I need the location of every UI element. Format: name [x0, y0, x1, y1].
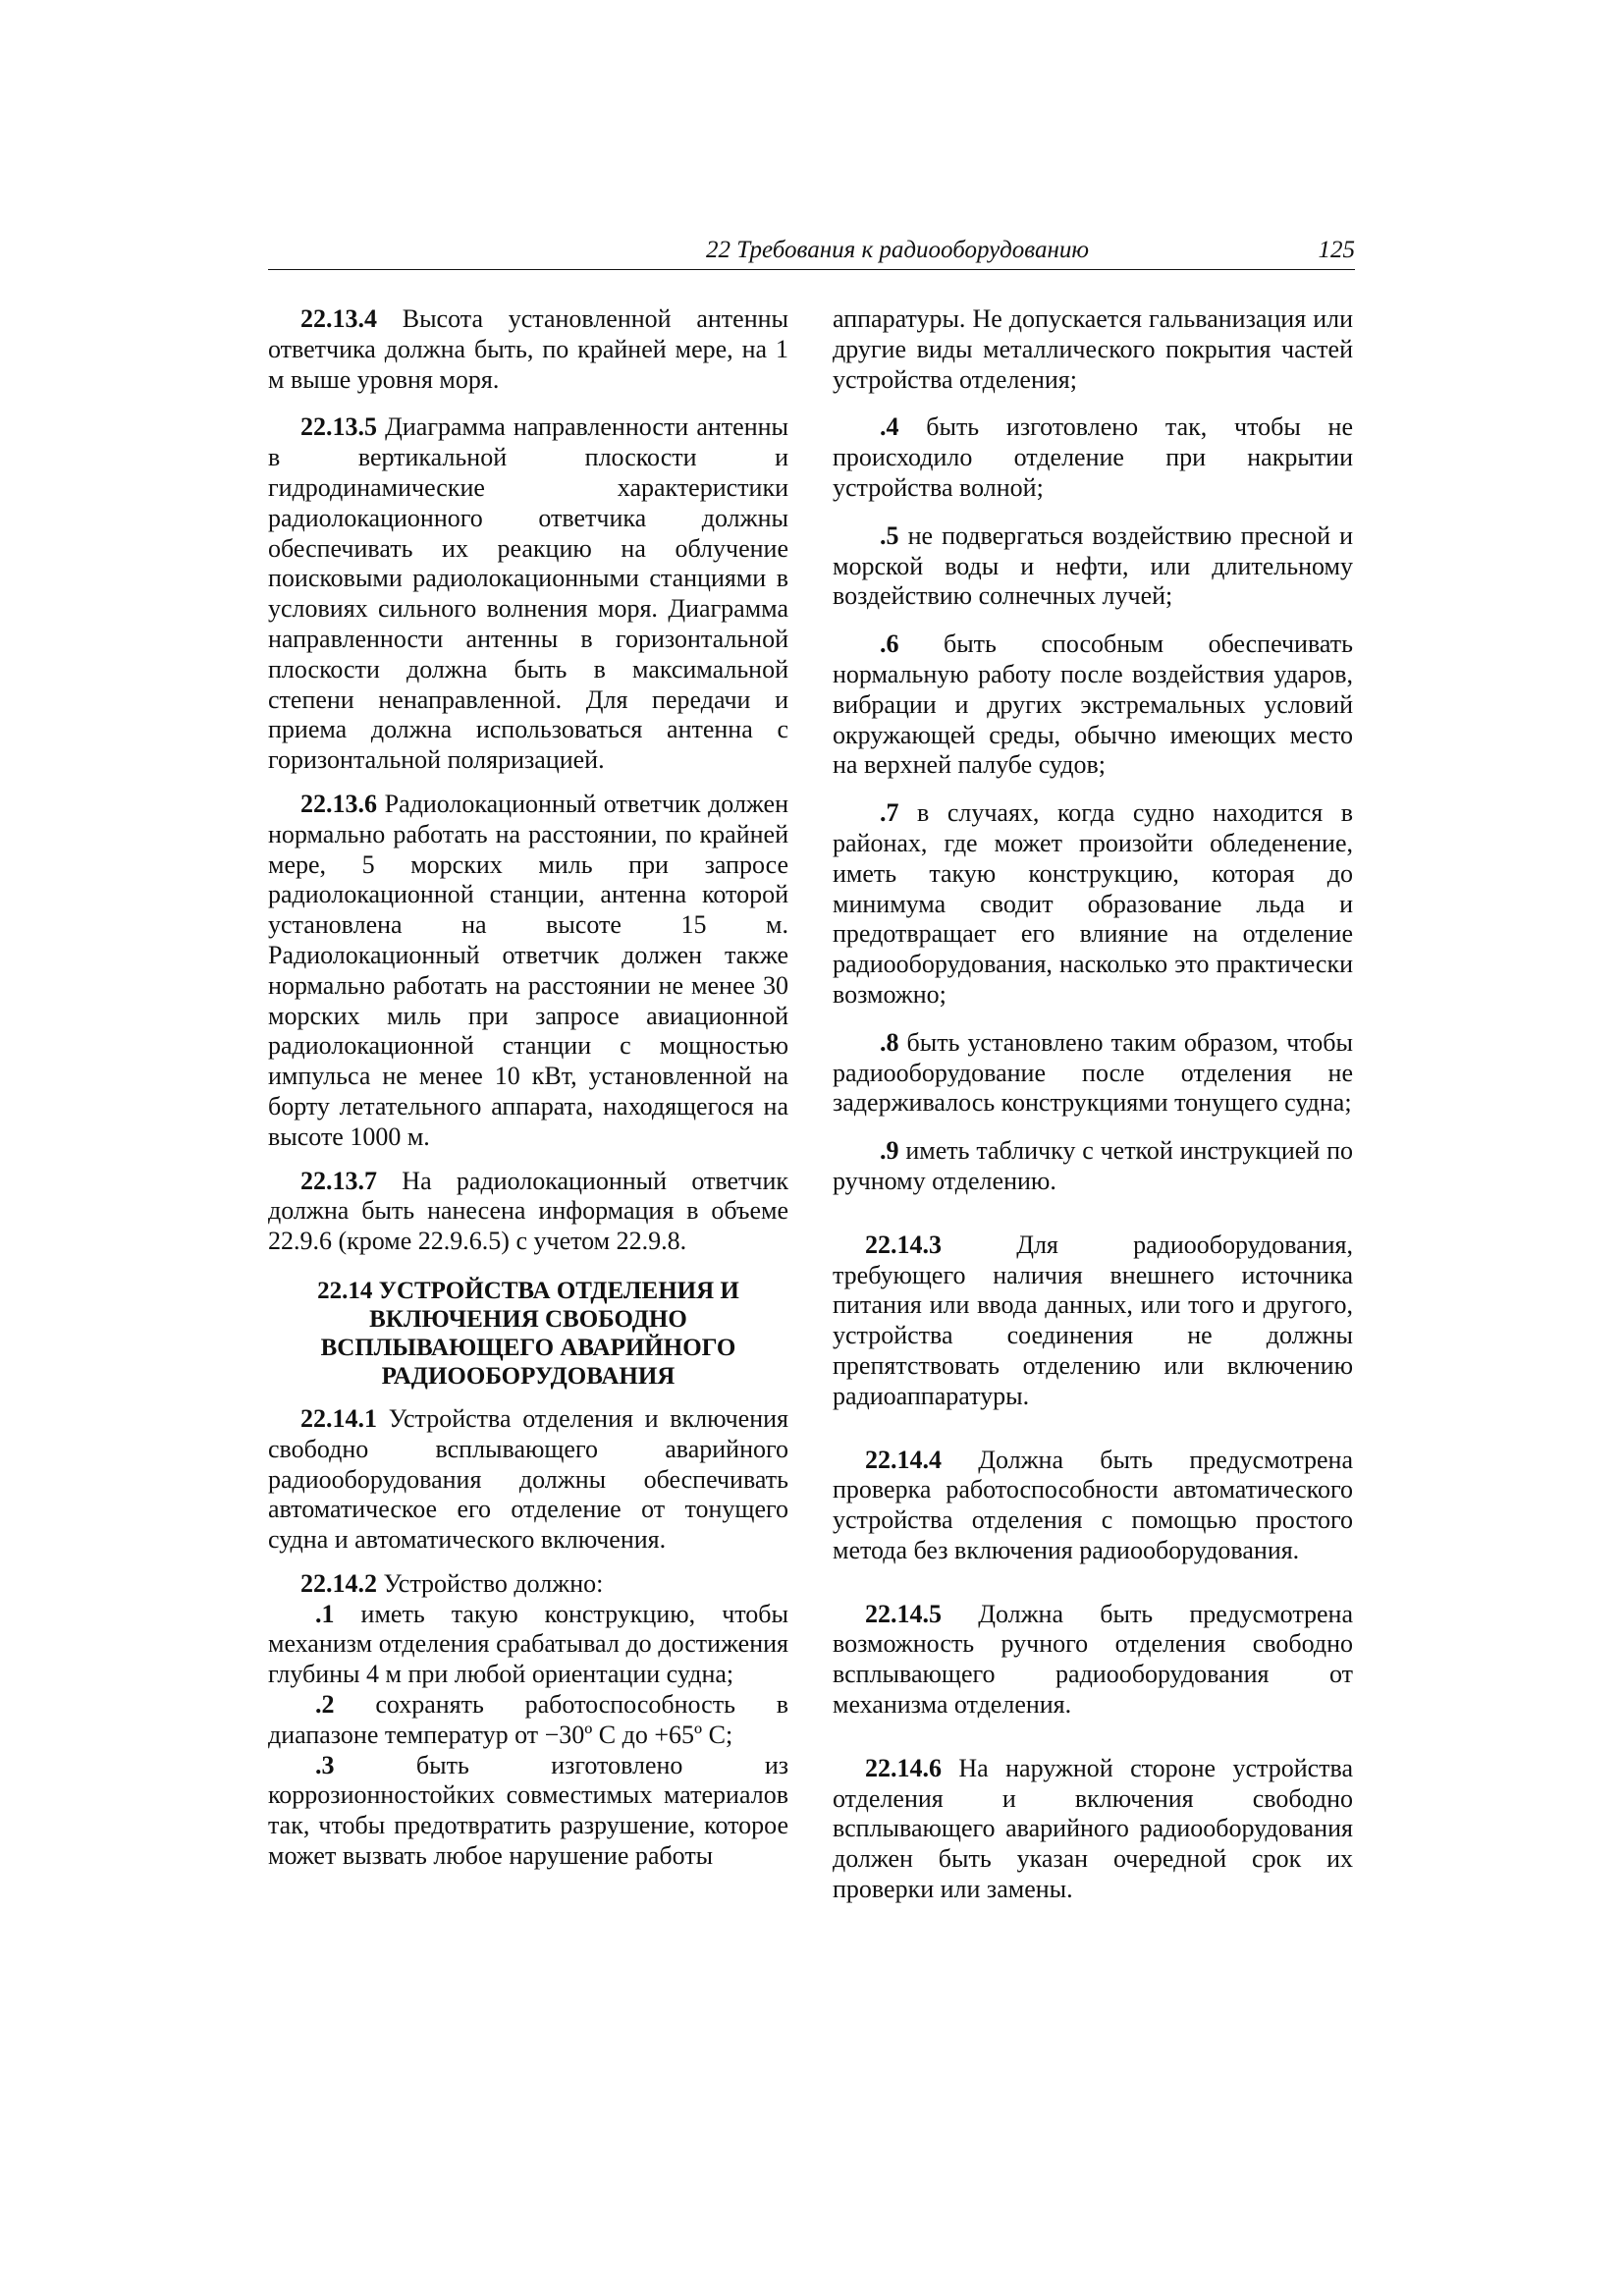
paragraph-text: Должна быть предусмотрена проверка работоспособности автоматического устройства отделения с помощью простого метода без включения радиооборудования. [833, 1445, 1354, 1564]
item-number: .4 [880, 412, 899, 442]
clause-number: 22.14.5 [865, 1599, 942, 1628]
item-number: .2 [315, 1690, 335, 1720]
list-item-8 [833, 1028, 1353, 1119]
clause-number: 22.14.6 [865, 1753, 942, 1782]
item-text: иметь табличку с четкой инструкцией по ручному отделению. [833, 1136, 1353, 1195]
running-header [268, 236, 1355, 270]
paragraph-text: Должна быть предусмотрена возможность ручного отделения свободно всплывающего радиооборудования от механизма отделения. [833, 1599, 1354, 1720]
list-item-7 [833, 798, 1353, 1011]
paragraph-22-14-4 [833, 1446, 1353, 1566]
paragraph-text: Высота установленной антенны ответчика должна быть, по крайней мере, на 1 м выше уровня моря. [268, 304, 788, 394]
item-text: быть установлено таким образом, чтобы радиооборудование после отделения не задерживалось конструкциями тонущего судна; [833, 1027, 1354, 1118]
item-number: .5 [880, 520, 899, 550]
list-item-1 [268, 1600, 788, 1690]
paragraph-22-14-2 [268, 1569, 788, 1600]
item-number: .9 [880, 1136, 899, 1166]
paragraph-22-14-5 [833, 1600, 1353, 1721]
header-title: 22 Требования к радиооборудованию [705, 237, 1090, 263]
item-number: .6 [880, 629, 899, 659]
clause-number: 22.13.6 [300, 789, 377, 818]
item-text: быть изготовлено из коррозионностойких совместимых материалов так, чтобы предотвратить разрушение, которое может вызвать любое нарушение работы [268, 1750, 789, 1871]
list-item-5 [833, 521, 1353, 612]
paragraph-22-14-3 [833, 1230, 1353, 1412]
clause-number: 22.13.5 [300, 412, 377, 442]
clause-number: 22.14.3 [865, 1230, 942, 1259]
item-number: .1 [315, 1599, 335, 1628]
right-column [833, 304, 1353, 1905]
paragraph-22-14-1 [268, 1404, 788, 1556]
list-item-3 [268, 1751, 788, 1872]
clause-number: 22.14.2 [300, 1568, 377, 1598]
paragraph-22-13-7 [268, 1167, 788, 1257]
item-text: сохранять работоспособность в диапазоне температур от −30º С до +65º С; [268, 1690, 789, 1749]
clause-number: 22.13.4 [300, 304, 377, 333]
paragraph-text: Устройство должно: [383, 1568, 604, 1598]
list-item-9 [833, 1136, 1353, 1197]
paragraph-22-13-4 [268, 304, 788, 395]
paragraph-22-13-5 [268, 412, 788, 776]
item-number: .3 [315, 1750, 335, 1779]
item-text: быть изготовлено так, чтобы не происходило отделение при накрытии устройства волной; [833, 412, 1353, 502]
item-text: иметь такую конструкцию, чтобы механизм отделения срабатывал до достижения глубины 4 м при любой ориентации судна; [268, 1599, 788, 1689]
list-item-4 [833, 412, 1353, 503]
item-text: в случаях, когда судно находится в районах, где может произойти обледенение, иметь такую конструкцию, которая до минимума сводит образование льда и предотвращает его влияние на отделение радиооборудования, насколько это практически возможно; [833, 798, 1353, 1009]
item-text: не подвергаться воздействию пресной и морской воды и нефти, или длительному воздействию солнечных лучей; [833, 520, 1354, 611]
paragraph-22-14-6 [833, 1754, 1353, 1905]
clause-number: 22.13.7 [300, 1166, 377, 1195]
list-item-6 [833, 629, 1353, 781]
continued-paragraph: аппаратуры. Не допускается гальванизация или другие виды металлического покрытия частей устройства отделения; [833, 304, 1353, 394]
paragraph-text: Для радиооборудования, требующего наличия внешнего источника питания или ввода данных, или того и другого, устройства соединения не должны препятствовать отделению или включению радиоаппаратуры. [833, 1230, 1353, 1410]
item-number: .8 [880, 1027, 899, 1057]
left-column [268, 304, 788, 1872]
paragraph-text: Диаграмма направленности антенны в вертикальной плоскости и гидродинамические характеристики радиолокационного ответчика должны обеспечивать их реакцию на облучение поисковыми радиолокационными станциями в условиях сильного волнения моря. Диаграмма направленности антенны в горизонтальной плоскости должна быть в максимальной степени ненаправленной. Для передачи и приема должна использоваться антенна с горизонтальной поляризацией. [268, 412, 788, 775]
list-item-2 [268, 1690, 788, 1751]
section-heading: 22.14 УСТРОЙСТВА ОТДЕЛЕНИЯ И ВКЛЮЧЕНИЯ СВОБОДНО ВСПЛЫВАЮЩЕГО АВАРИЙНОГО РАДИООБОРУДОВАНИЯ [317, 1277, 739, 1390]
item-number: .7 [880, 798, 899, 828]
page-number: 125 [1318, 237, 1355, 263]
paragraph-22-13-6 [268, 790, 788, 1153]
paragraph-text: Устройства отделения и включения свободно всплывающего аварийного радиооборудования должны обеспечивать автоматическое его отделение от тонущего судна и автоматического включения. [268, 1403, 788, 1555]
clause-number: 22.14.4 [865, 1445, 942, 1474]
paragraph-text: Радиолокационный ответчик должен нормально работать на расстоянии, по крайней мере, 5 морских миль при запросе радиолокационной станции, антенна которой установлена на высоте 15 м. Радиолокационный ответчик должен также нормально работать на расстоянии не менее 30 морских миль при запросе авиационной радиолокационной станции с мощностью импульса не менее 10 кВт, установленной на борту летательного аппарата, находящегося на высоте 1000 м. [268, 789, 789, 1151]
paragraph-text: На радиолокационный ответчик должна быть нанесена информация в объеме 22.9.6 (кроме 22.9.6.5) с учетом 22.9.8. [268, 1166, 788, 1256]
clause-number: 22.14.1 [300, 1403, 377, 1433]
paragraph-text: На наружной стороне устройства отделения и включения свободно всплывающего аварийного радиооборудования должен быть указан очередной срок их проверки или замены. [833, 1753, 1354, 1904]
item-text: быть способным обеспечивать нормальную работу после воздействия ударов, вибрации и других экстремальных условий окружающей среды, обычно имеющих место на верхней палубе судов; [833, 629, 1353, 780]
